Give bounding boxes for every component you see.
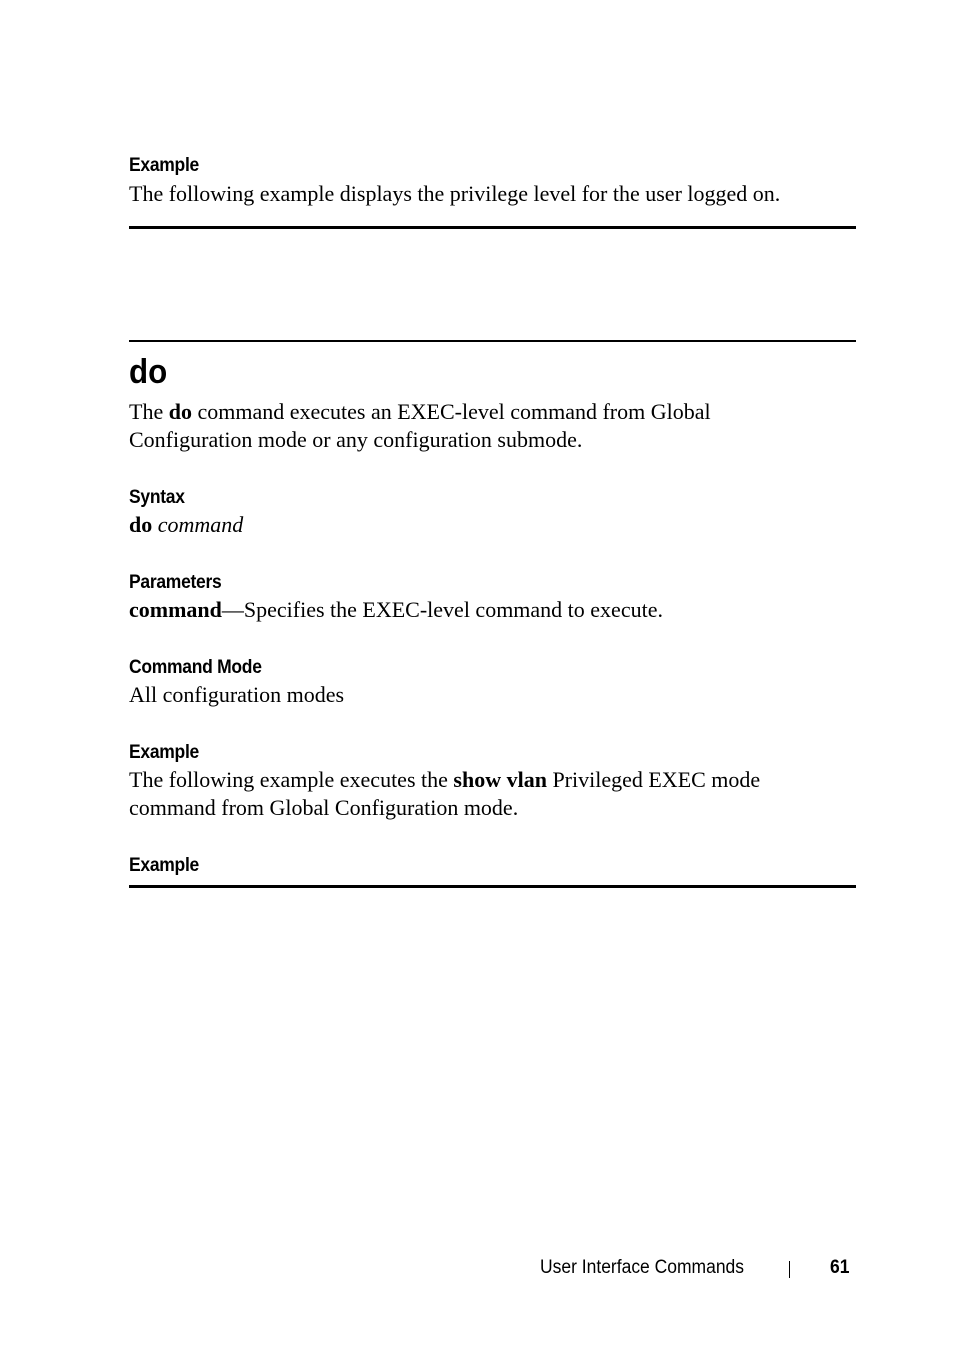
syntax-line (129, 511, 243, 539)
example-heading-top: Example (129, 155, 199, 176)
example-keyword: show vlan (453, 767, 547, 792)
description-rest: command executes an EXEC-level command from Global (191, 399, 711, 424)
command-description-line1 (129, 398, 711, 426)
parameter-description: —Specifies the EXEC-level command to execute. (221, 597, 663, 622)
section-end-rule (129, 226, 856, 229)
description-prefix: The (129, 399, 169, 424)
example-code-rule (129, 885, 856, 888)
footer-page-number: 61 (830, 1257, 850, 1278)
footer-section-title: User Interface Commands (540, 1257, 745, 1278)
command-description-line2: Configuration mode or any configuration submode. (129, 427, 583, 452)
example-text-line1 (129, 766, 760, 794)
syntax-heading: Syntax (129, 487, 185, 508)
description-keyword: do (168, 399, 192, 424)
command-mode-text: All configuration modes (129, 682, 345, 707)
command-title: do (129, 353, 168, 391)
example-heading: Example (129, 742, 199, 763)
example-text-top: The following example displays the privilege level for the user logged on. (129, 181, 781, 206)
syntax-argument: command (157, 512, 244, 537)
example2-heading: Example (129, 855, 199, 876)
example-prefix: The following example executes the (129, 767, 454, 792)
section-start-rule (129, 340, 856, 342)
footer-separator (789, 1261, 790, 1278)
syntax-keyword: do (129, 512, 153, 537)
parameters-heading: Parameters (129, 572, 222, 593)
example-rest: Privileged EXEC mode (546, 767, 761, 792)
command-mode-heading: Command Mode (129, 657, 262, 678)
example-text-line2: command from Global Configuration mode. (129, 795, 519, 820)
parameter-line (129, 596, 663, 624)
parameter-name: command (129, 597, 222, 622)
